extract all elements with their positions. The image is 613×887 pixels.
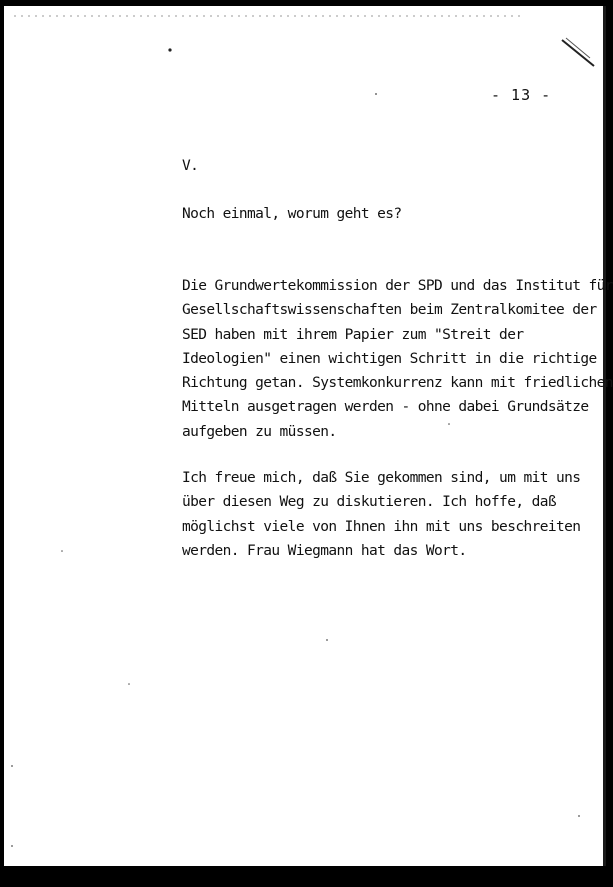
- text-line: möglichst viele von Ihnen ihn mit uns beschreiten: [182, 518, 581, 535]
- text-line: aufgeben zu müssen.: [182, 423, 337, 440]
- text-line: Richtung getan. Systemkonkurrenz kann mit friedlichen: [182, 375, 613, 392]
- text-line: SED haben mit ihrem Papier zum "Streit der: [182, 326, 524, 343]
- text-line: Die Grundwertekommission der SPD und das Institut für: [182, 278, 613, 294]
- page-number: - 13 -: [491, 86, 552, 104]
- section-heading: V.: [182, 158, 199, 174]
- text-line: Ideologien" einen wichtigen Schritt in die richtige: [182, 350, 597, 367]
- text-line: Ich freue mich, daß Sie gekommen sind, um mit uns: [182, 470, 581, 486]
- paragraph-1: [182, 274, 613, 444]
- text-line: über diesen Weg zu diskutieren. Ich hoffe, daß: [182, 494, 556, 511]
- paragraph-2: [182, 466, 580, 563]
- text-line: werden. Frau Wiegmann hat das Wort.: [182, 542, 467, 559]
- sub-heading: Noch einmal, worum geht es?: [182, 206, 402, 222]
- pencil-stroke-mark: [560, 36, 600, 76]
- text-line: Gesellschaftswissenschaften beim Zentralkomitee der: [182, 302, 597, 319]
- text-line: Mitteln ausgetragen werden - ohne dabei Grundsätze: [182, 399, 589, 416]
- document-page: [4, 6, 613, 866]
